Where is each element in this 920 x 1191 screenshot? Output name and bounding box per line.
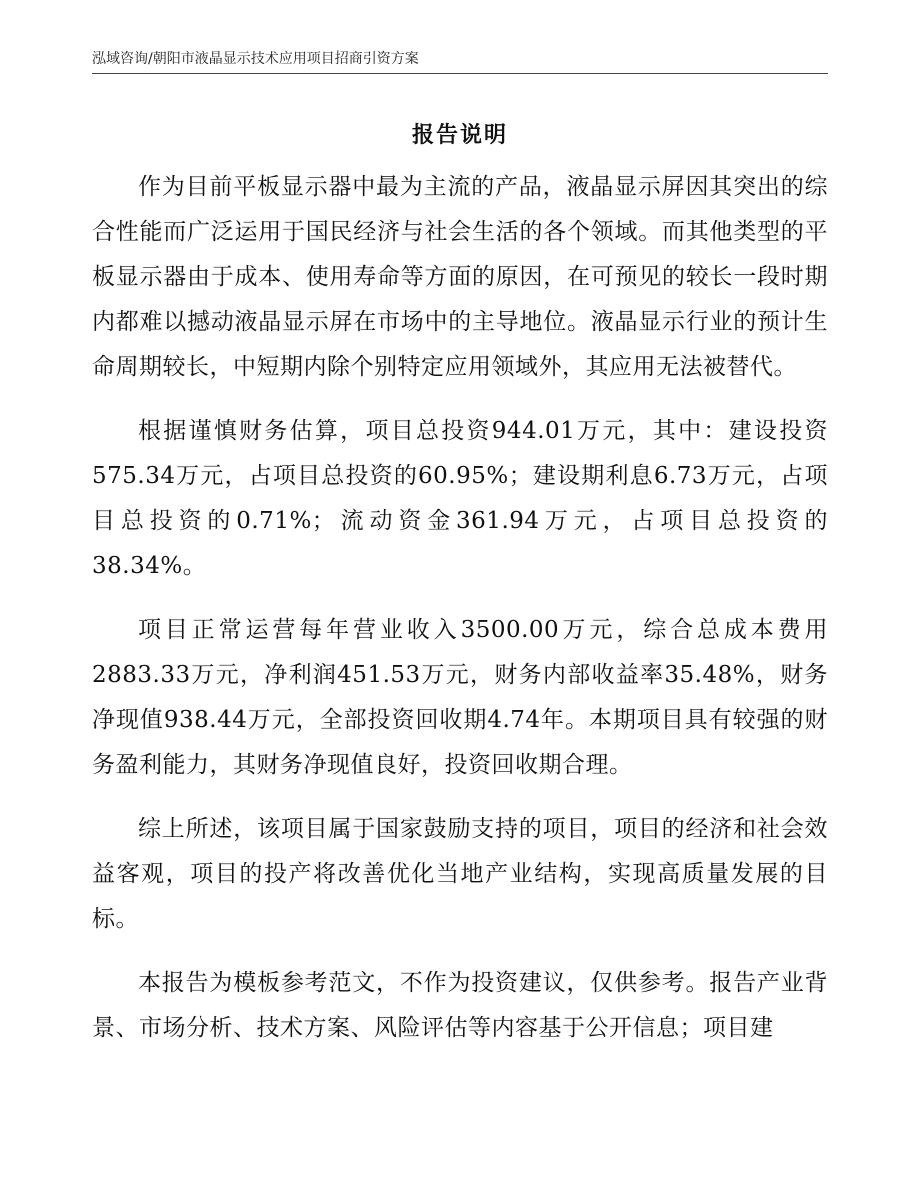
paragraph-financials: 项目正常运营每年营业收入3500.00万元，综合总成本费用2883.33万元，净利润451.53万元，财务内部收益率35.48%，财务净现值938.44万元，全部投资回收期4.74年。本期项目具有较强的财务盈利能力，其财务净现值良好，投资回收期合理。 <box>92 617 828 778</box>
paragraph-conclusion: 综上所述，该项目属于国家鼓励支持的项目，项目的经济和社会效益客观，项目的投产将改善优化当地产业结构，实现高质量发展的目标。 <box>92 816 828 932</box>
paragraph-investment: 根据谨慎财务估算，项目总投资944.01万元，其中：建设投资575.34万元，占项目总投资的60.95%；建设期利息6.73万元，占项目总投资的0.71%；流动资金361.94万元，占项目总投资的38.34%。 <box>92 418 828 579</box>
paragraph-overview: 作为目前平板显示器中最为主流的产品，液晶显示屏因其突出的综合性能而广泛运用于国民经济与社会生活的各个领域。而其他类型的平板显示器由于成本、使用寿命等方面的原因，在可预见的较长一段时期内都难以撼动液晶显示屏在市场中的主导地位。液晶显示行业的预计生命周期较长，中短期内除个别特定应用领域外，其应用无法被替代。 <box>92 174 828 380</box>
running-header: 泓域咨询/朝阳市液晶显示技术应用项目招商引资方案 <box>92 51 419 67</box>
body-text <box>92 165 828 1051</box>
section-title: 报告说明 <box>411 123 508 148</box>
paragraph-disclaimer: 本报告为模板参考范文，不作为投资建议，仅供参考。报告产业背景、市场分析、技术方案、风险评估等内容基于公开信息；项目建 <box>92 970 828 1041</box>
header-divider <box>92 73 828 74</box>
